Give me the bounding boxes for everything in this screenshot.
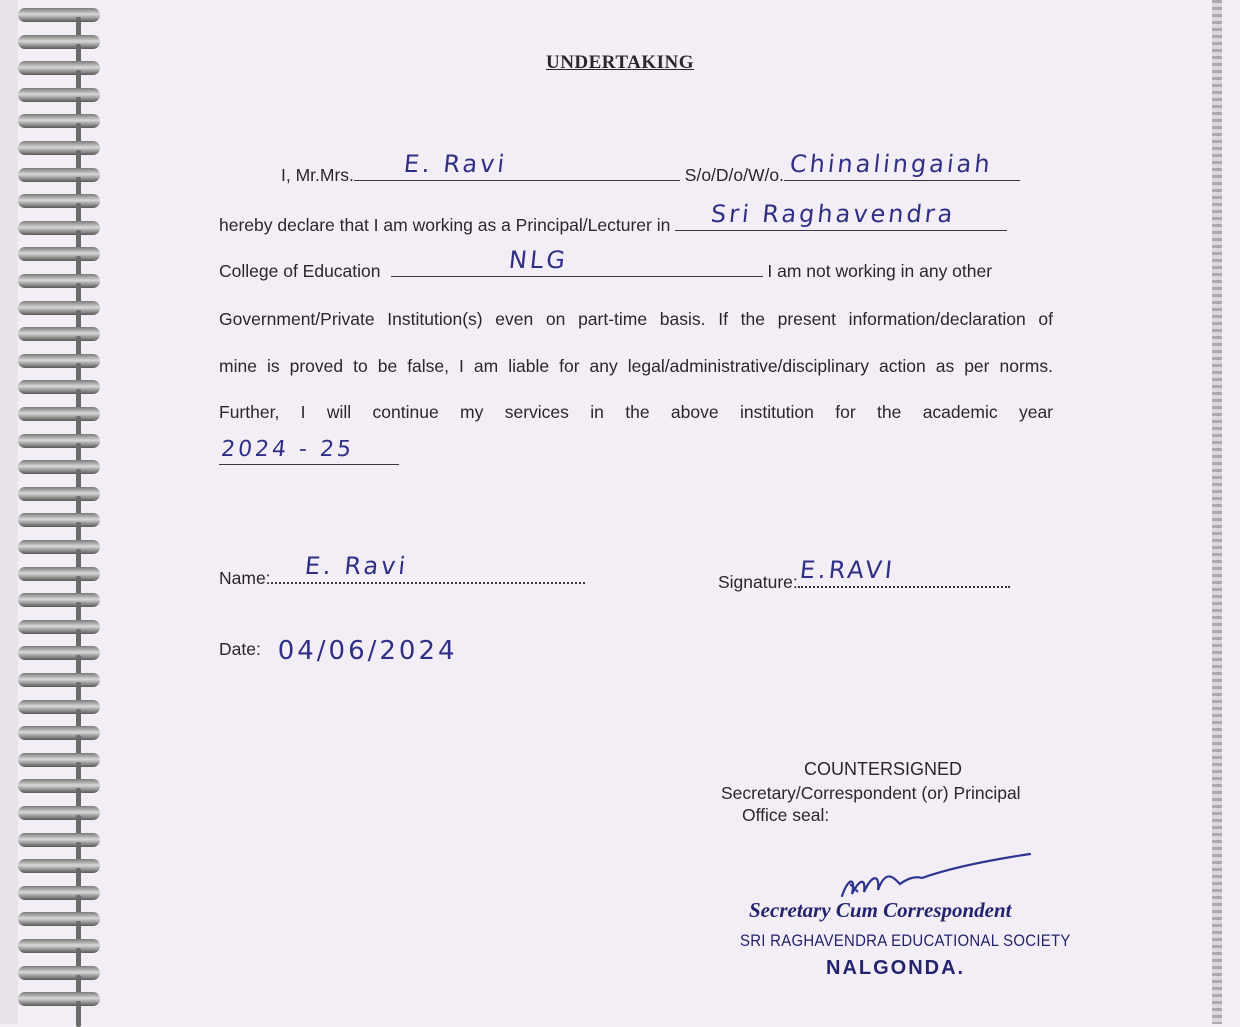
signature-row <box>718 556 1038 593</box>
relation-field <box>784 150 1020 181</box>
spiral-coil <box>18 35 100 49</box>
name-label: Name: <box>219 568 271 588</box>
spiral-coil <box>18 407 100 421</box>
declaration-line-3 <box>219 246 1053 282</box>
spiral-coil <box>18 8 100 22</box>
spiral-coil <box>18 221 100 235</box>
spiral-coil <box>18 726 100 740</box>
secretary-correspondent-line: Secretary/Correspondent (or) Principal <box>721 783 1021 803</box>
spiral-coil <box>18 380 100 394</box>
signature-label: Signature: <box>718 572 798 592</box>
relation-label: S/o/D/o/W/o. <box>684 165 784 185</box>
handwritten-name-bottom: E. Ravi <box>303 552 410 580</box>
handwritten-signature: E.RAVI <box>798 556 897 584</box>
spiral-coil <box>18 540 100 554</box>
declaration-text-2: hereby declare that I am working as a Principal/Lecturer in <box>219 215 671 235</box>
spiral-coil <box>18 912 100 926</box>
academic-year-line <box>219 437 419 470</box>
spiral-coil <box>18 779 100 793</box>
spiral-coil <box>18 301 100 315</box>
date-label: Date: <box>219 639 261 659</box>
spiral-coil <box>18 646 100 660</box>
declaration-text-3: I am not working in any other <box>767 261 993 281</box>
spiral-coil <box>18 168 100 182</box>
spiral-coil <box>18 939 100 953</box>
year-field <box>219 437 399 465</box>
handwritten-year: 2024 - 25 <box>219 437 356 462</box>
spiral-coil <box>18 354 100 368</box>
declaration-line-6: Further, I will continue my services in the above institution for the academic year <box>219 402 1053 422</box>
name-row <box>219 552 619 589</box>
handwritten-place: NLG <box>507 246 570 274</box>
spiral-coil <box>18 487 100 501</box>
declaration-line-2 <box>219 200 1053 236</box>
signature-dotted-field <box>798 556 1010 588</box>
college-field <box>675 200 1007 231</box>
spiral-coil <box>18 966 100 980</box>
declaration-line-1 <box>219 150 1053 186</box>
declaration-line-4: Government/Private Institution(s) even on part-time basis. If the present information/declaration of <box>219 309 1053 329</box>
spiral-coil <box>18 513 100 527</box>
spiral-coil <box>18 114 100 128</box>
spiral-coil <box>18 886 100 900</box>
spiral-coil <box>18 88 100 102</box>
spiral-coil <box>18 673 100 687</box>
spiral-coil <box>18 247 100 261</box>
handwritten-relation: Chinalingaiah <box>788 150 995 178</box>
place-field <box>391 246 763 277</box>
page-edge <box>1212 0 1222 1024</box>
name-field <box>354 150 680 181</box>
date-row <box>219 632 539 666</box>
spiral-coil <box>18 434 100 448</box>
office-seal-label: Office seal: <box>742 805 830 825</box>
spiral-coil <box>18 460 100 474</box>
spiral-coil <box>18 194 100 208</box>
spiral-coil <box>18 141 100 155</box>
spiral-coil <box>18 593 100 607</box>
seal-city: NALGONDA. <box>826 957 966 979</box>
spiral-coil <box>18 859 100 873</box>
spiral-coil <box>18 833 100 847</box>
spiral-coil <box>18 567 100 581</box>
name-prefix: I, Mr.Mrs. <box>281 165 354 185</box>
spiral-coil <box>18 327 100 341</box>
spiral-coil <box>18 274 100 288</box>
seal-title: Secretary Cum Correspondent <box>749 898 1012 922</box>
spiral-coil <box>18 700 100 714</box>
spiral-coil <box>18 620 100 634</box>
spiral-coil <box>18 992 100 1006</box>
countersigned-heading: COUNTERSIGNED <box>804 759 963 779</box>
declaration-line-5: mine is proved to be false, I am liable for any legal/administrative/disciplinary action as per norms. <box>219 356 1053 376</box>
handwritten-date: 04/06/2024 <box>277 636 458 666</box>
document-title: UNDERTAKING <box>545 52 695 73</box>
college-of-education-label: College of Education <box>219 261 381 281</box>
handwritten-college: Sri Raghavendra <box>709 200 958 228</box>
seal-organization: SRI RAGHAVENDRA EDUCATIONAL SOCIETY <box>740 931 1071 950</box>
name-dotted-field <box>271 552 585 584</box>
handwritten-name: E. Ravi <box>402 150 509 178</box>
spiral-binding <box>0 0 100 1024</box>
spiral-coil <box>18 753 100 767</box>
spiral-coil <box>18 806 100 820</box>
